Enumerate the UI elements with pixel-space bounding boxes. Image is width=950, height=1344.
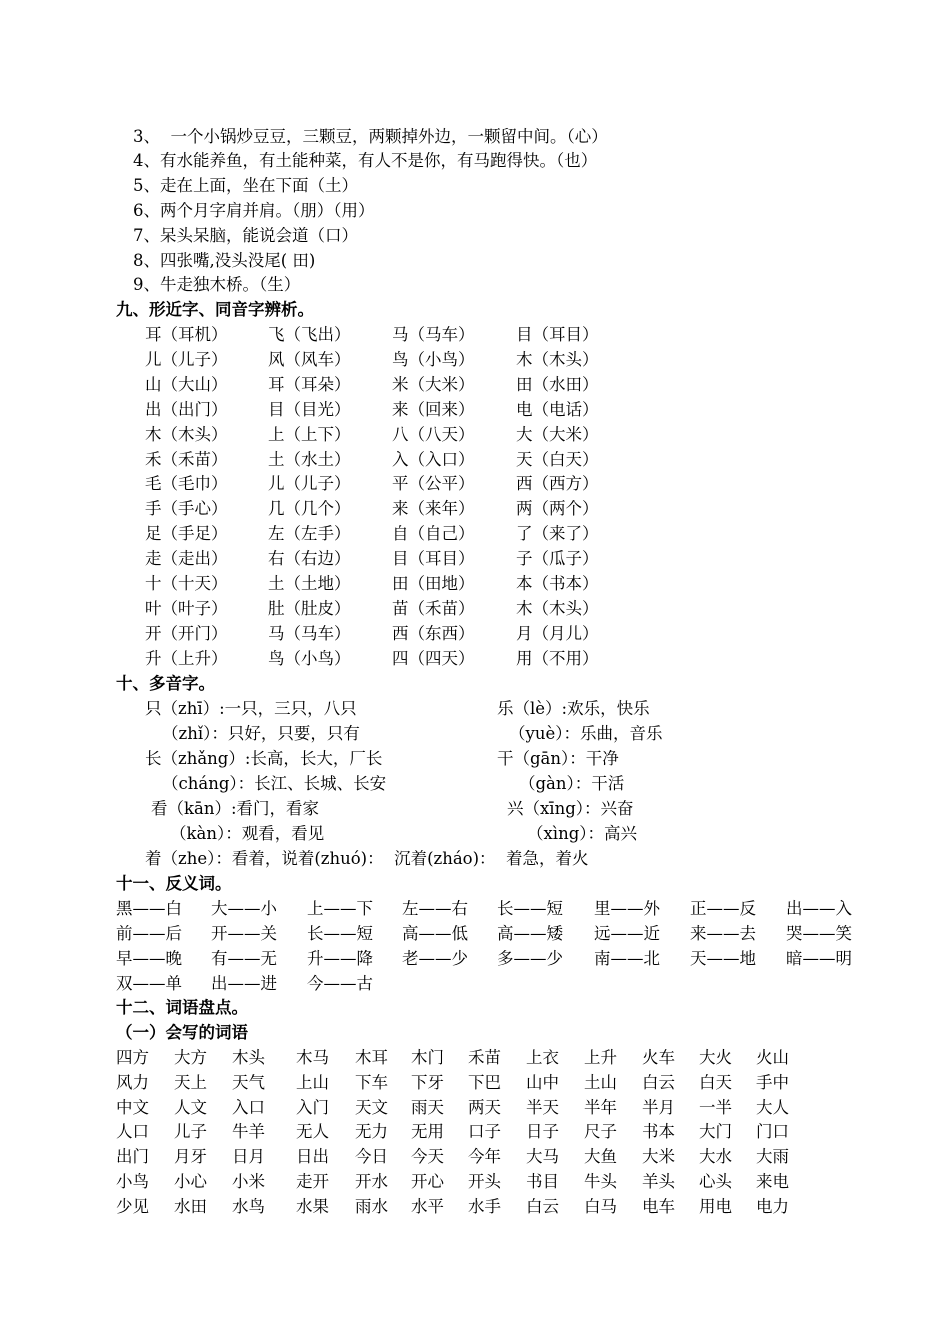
word-item: 入口 bbox=[232, 1097, 265, 1117]
similar-char-item: 田（水田） bbox=[516, 374, 599, 394]
polyphone-line: 干（gān）：干净 bbox=[497, 749, 619, 768]
polyphone-line: （kàn）：观看，看见 bbox=[170, 824, 325, 843]
similar-char-item: 苗（禾苗） bbox=[392, 598, 475, 618]
word-item: 上升 bbox=[584, 1048, 617, 1067]
riddle-line: 5、走在上面，坐在下面（土） bbox=[133, 176, 358, 195]
polyphone-line: 看（kān）:看门，看家 bbox=[151, 799, 320, 818]
similar-char-item: 叶（叶子） bbox=[145, 598, 228, 618]
similar-char-item: 八（八天） bbox=[392, 424, 475, 444]
word-item: 白云 bbox=[526, 1196, 559, 1216]
antonym-pair: 左——右 bbox=[402, 899, 468, 918]
word-item: 水手 bbox=[468, 1196, 501, 1216]
similar-char-item: 目（耳目） bbox=[516, 325, 599, 344]
polyphone-line: 长（zhǎng）:长高，长大，厂长 bbox=[145, 749, 383, 768]
word-item: 上衣 bbox=[526, 1048, 559, 1067]
similar-char-item: 木（木头） bbox=[516, 349, 599, 369]
antonym-pair: 哭——笑 bbox=[786, 923, 852, 943]
riddle-line: 3、 一个小锅炒豆豆，三颗豆，两颗掉外边，一颗留中间。（心） bbox=[133, 127, 608, 146]
word-item: 大雨 bbox=[756, 1147, 789, 1167]
similar-char-item: 飞（飞出） bbox=[268, 325, 351, 344]
antonym-pair: 多——少 bbox=[497, 948, 563, 968]
word-item: 土山 bbox=[584, 1072, 617, 1092]
word-item: 无人 bbox=[296, 1122, 329, 1142]
antonym-pair: 长——短 bbox=[497, 899, 563, 918]
similar-char-item: 来（来年） bbox=[392, 499, 475, 519]
similar-char-item: 电（电话） bbox=[516, 399, 599, 419]
similar-char-item: 米（大米） bbox=[392, 374, 475, 394]
word-item: 今年 bbox=[468, 1147, 501, 1167]
similar-char-item: 走（走出） bbox=[145, 549, 228, 569]
word-item: 日出 bbox=[296, 1147, 329, 1167]
riddle-line: 7、呆头呆脑，能说会道（口） bbox=[133, 226, 358, 245]
word-item: 牛羊 bbox=[232, 1122, 265, 1142]
word-item: 小鸟 bbox=[116, 1172, 149, 1191]
word-item: 尺子 bbox=[584, 1122, 617, 1142]
word-item: 火山 bbox=[756, 1048, 789, 1067]
word-item: 大人 bbox=[756, 1097, 789, 1117]
word-item: 白马 bbox=[584, 1196, 617, 1216]
word-item: 下车 bbox=[355, 1072, 388, 1092]
word-item: 月牙 bbox=[174, 1147, 207, 1167]
word-item: 下牙 bbox=[411, 1072, 444, 1092]
word-item: 开水 bbox=[355, 1172, 388, 1191]
word-item: 儿子 bbox=[174, 1122, 207, 1142]
word-item: 木马 bbox=[296, 1048, 329, 1067]
polyphone-line: 兴（xīng）：兴奋 bbox=[507, 799, 634, 818]
similar-char-item: 平（公平） bbox=[392, 474, 475, 494]
word-item: 电力 bbox=[756, 1196, 789, 1216]
word-item: 羊头 bbox=[642, 1172, 675, 1191]
similar-char-item: 上（上下） bbox=[268, 424, 351, 444]
word-item: 大门 bbox=[699, 1122, 732, 1142]
word-item: 开头 bbox=[468, 1172, 501, 1191]
antonym-pair: 南——北 bbox=[594, 948, 660, 968]
similar-char-item: 西（东西） bbox=[392, 623, 475, 643]
word-item: 上山 bbox=[296, 1072, 329, 1092]
word-item: 雨天 bbox=[411, 1097, 444, 1117]
similar-char-item: 十（十天） bbox=[145, 574, 228, 593]
word-item: 大鱼 bbox=[584, 1147, 617, 1167]
antonym-pair: 有——无 bbox=[211, 948, 277, 968]
word-item: 大方 bbox=[174, 1048, 207, 1067]
word-item: 白云 bbox=[642, 1072, 675, 1092]
riddle-line: 6、两个月字肩并肩。（朋）（用） bbox=[133, 201, 375, 220]
similar-char-item: 升（上升） bbox=[145, 648, 228, 668]
word-item: 四方 bbox=[116, 1048, 149, 1067]
antonym-pair: 里——外 bbox=[594, 899, 660, 918]
similar-char-item: 开（开门） bbox=[145, 623, 228, 643]
polyphone-line: 只（zhī）:一只，三只，八只 bbox=[145, 699, 357, 718]
similar-char-item: 西（西方） bbox=[516, 474, 599, 494]
similar-char-item: 月（月儿） bbox=[516, 623, 599, 643]
antonym-pair: 升——降 bbox=[307, 948, 373, 968]
word-item: 水田 bbox=[174, 1196, 207, 1216]
antonym-pair: 高——矮 bbox=[497, 923, 563, 943]
antonym-pair: 上——下 bbox=[307, 899, 373, 918]
antonym-pair: 今——古 bbox=[307, 973, 373, 993]
section-heading-9: 九、形近字、同音字辨析。 bbox=[116, 300, 314, 319]
word-item: 口子 bbox=[468, 1122, 501, 1142]
polyphone-line: （gàn）：干活 bbox=[519, 774, 625, 793]
word-item: 今天 bbox=[411, 1147, 444, 1167]
polyphone-line: 乐（lè）:欢乐，快乐 bbox=[497, 699, 650, 718]
word-item: 一半 bbox=[699, 1097, 732, 1117]
word-item: 书本 bbox=[642, 1122, 675, 1142]
antonym-pair: 天——地 bbox=[690, 948, 756, 968]
word-item: 木门 bbox=[411, 1048, 444, 1067]
polyphone-line: （yuè）：乐曲，音乐 bbox=[509, 724, 663, 743]
antonym-pair: 早——晚 bbox=[116, 948, 182, 968]
polyphone-line: （zhǐ）：只好，只要，只有 bbox=[162, 724, 360, 743]
antonym-pair: 远——近 bbox=[594, 923, 660, 943]
word-item: 手中 bbox=[756, 1072, 789, 1092]
similar-char-item: 出（出门） bbox=[145, 399, 228, 419]
similar-char-item: 了（来了） bbox=[516, 524, 599, 544]
similar-char-item: 禾（禾苗） bbox=[145, 449, 228, 469]
similar-char-item: 山（大山） bbox=[145, 374, 228, 394]
word-item: 风力 bbox=[116, 1072, 149, 1092]
similar-char-item: 入（入口） bbox=[392, 449, 475, 469]
similar-char-item: 风（风车） bbox=[268, 349, 351, 369]
similar-char-item: 本（书本） bbox=[516, 574, 599, 593]
polyphone-line: （xìng）：高兴 bbox=[527, 824, 638, 843]
word-item: 无力 bbox=[355, 1122, 388, 1142]
similar-char-item: 目（耳目） bbox=[392, 549, 475, 569]
similar-char-item: 子（瓜子） bbox=[516, 549, 599, 569]
section-heading-10: 十、多音字。 bbox=[116, 674, 215, 693]
similar-char-item: 几（几个） bbox=[268, 499, 351, 519]
similar-char-item: 毛（毛巾） bbox=[145, 474, 228, 494]
word-item: 门口 bbox=[756, 1122, 789, 1142]
word-item: 下巴 bbox=[468, 1072, 501, 1092]
antonym-pair: 黑——白 bbox=[116, 899, 182, 918]
word-item: 无用 bbox=[411, 1122, 444, 1142]
similar-char-item: 木（木头） bbox=[145, 424, 228, 444]
riddle-line: 4、有水能养鱼，有土能种菜，有人不是你，有马跑得快。（也） bbox=[133, 151, 598, 170]
word-item: 半年 bbox=[584, 1097, 617, 1117]
antonym-pair: 长——短 bbox=[307, 923, 373, 943]
similar-char-item: 右（右边） bbox=[268, 549, 351, 569]
word-item: 白天 bbox=[699, 1072, 732, 1092]
similar-char-item: 两（两个） bbox=[516, 499, 599, 519]
word-item: 小心 bbox=[174, 1172, 207, 1191]
word-item: 水果 bbox=[296, 1196, 329, 1216]
similar-char-item: 耳（耳机） bbox=[145, 325, 228, 344]
antonym-pair: 出——入 bbox=[786, 899, 852, 918]
similar-char-item: 木（木头） bbox=[516, 598, 599, 618]
similar-char-item: 鸟（小鸟） bbox=[392, 349, 475, 369]
word-item: 天气 bbox=[232, 1072, 265, 1092]
word-item: 大水 bbox=[699, 1147, 732, 1167]
antonym-pair: 正——反 bbox=[690, 899, 756, 918]
word-item: 人口 bbox=[116, 1122, 149, 1142]
antonym-pair: 来——去 bbox=[690, 923, 756, 943]
similar-char-item: 儿（儿子） bbox=[268, 474, 351, 494]
similar-char-item: 左（左手） bbox=[268, 524, 351, 544]
word-item: 大火 bbox=[699, 1048, 732, 1067]
word-item: 两天 bbox=[468, 1097, 501, 1117]
similar-char-item: 目（目光） bbox=[268, 399, 351, 419]
section-heading-11: 十一、反义词。 bbox=[116, 874, 232, 893]
section-heading-12: 十二、词语盘点。 bbox=[116, 998, 248, 1017]
similar-char-item: 大（大米） bbox=[516, 424, 599, 444]
similar-char-item: 鸟（小鸟） bbox=[268, 648, 351, 668]
subsection-heading: （一）会写的词语 bbox=[116, 1023, 248, 1042]
similar-char-item: 马（马车） bbox=[268, 623, 351, 643]
word-item: 木耳 bbox=[355, 1048, 388, 1067]
word-item: 人文 bbox=[174, 1097, 207, 1117]
word-item: 心头 bbox=[699, 1172, 732, 1191]
similar-char-item: 土（水土） bbox=[268, 449, 351, 469]
word-item: 大米 bbox=[642, 1147, 675, 1167]
antonym-pair: 暗——明 bbox=[786, 948, 852, 968]
word-item: 雨水 bbox=[355, 1196, 388, 1216]
word-item: 日子 bbox=[526, 1122, 559, 1142]
word-item: 中文 bbox=[116, 1097, 149, 1117]
word-item: 半月 bbox=[642, 1097, 675, 1117]
word-item: 天上 bbox=[174, 1072, 207, 1092]
word-item: 牛头 bbox=[584, 1172, 617, 1191]
similar-char-item: 自（自己） bbox=[392, 524, 475, 544]
similar-char-item: 肚（肚皮） bbox=[268, 598, 351, 618]
word-item: 今日 bbox=[355, 1147, 388, 1167]
similar-char-item: 田（田地） bbox=[392, 574, 475, 593]
word-item: 走开 bbox=[296, 1172, 329, 1191]
similar-char-item: 马（马车） bbox=[392, 325, 475, 344]
similar-char-item: 耳（耳朵） bbox=[268, 374, 351, 394]
word-item: 水平 bbox=[411, 1196, 444, 1216]
word-item: 电车 bbox=[642, 1196, 675, 1216]
antonym-pair: 高——低 bbox=[402, 923, 468, 943]
word-item: 出门 bbox=[116, 1147, 149, 1167]
word-item: 半天 bbox=[526, 1097, 559, 1117]
word-item: 少见 bbox=[116, 1196, 149, 1216]
similar-char-item: 儿（儿子） bbox=[145, 349, 228, 369]
similar-char-item: 用（不用） bbox=[516, 648, 599, 668]
word-item: 火车 bbox=[642, 1048, 675, 1067]
word-item: 小米 bbox=[232, 1172, 265, 1191]
antonym-pair: 前——后 bbox=[116, 923, 182, 943]
word-item: 开心 bbox=[411, 1172, 444, 1191]
word-item: 入门 bbox=[296, 1097, 329, 1117]
riddle-line: 8、四张嘴,没头没尾( 田) bbox=[133, 251, 316, 270]
similar-char-item: 土（土地） bbox=[268, 574, 351, 593]
similar-char-item: 来（回来） bbox=[392, 399, 475, 419]
similar-char-item: 手（手心） bbox=[145, 499, 228, 519]
polyphone-line: （cháng）：长江、长城、长安 bbox=[162, 774, 387, 793]
similar-char-item: 四（四天） bbox=[392, 648, 475, 668]
riddle-line: 9、牛走独木桥。（生） bbox=[133, 275, 301, 294]
similar-char-item: 足（手足） bbox=[145, 524, 228, 544]
word-item: 山中 bbox=[526, 1072, 559, 1092]
word-item: 日月 bbox=[232, 1147, 265, 1167]
word-item: 用电 bbox=[699, 1196, 732, 1216]
word-item: 天文 bbox=[355, 1097, 388, 1117]
word-item: 水鸟 bbox=[232, 1196, 265, 1216]
similar-char-item: 天（白天） bbox=[516, 449, 599, 469]
antonym-pair: 老——少 bbox=[402, 948, 468, 968]
word-item: 大马 bbox=[526, 1147, 559, 1167]
antonym-pair: 大——小 bbox=[211, 899, 277, 918]
antonym-pair: 双——单 bbox=[116, 973, 182, 993]
word-item: 来电 bbox=[756, 1172, 789, 1191]
antonym-pair: 开——关 bbox=[211, 923, 277, 943]
word-item: 木头 bbox=[232, 1048, 265, 1067]
polyphone-line: 着（zhe）：看着，说着(zhuó)： 沉着(zháo)： 着急，着火 bbox=[145, 849, 589, 868]
word-item: 书目 bbox=[526, 1172, 559, 1191]
antonym-pair: 出——进 bbox=[211, 973, 277, 993]
word-item: 禾苗 bbox=[468, 1048, 501, 1067]
